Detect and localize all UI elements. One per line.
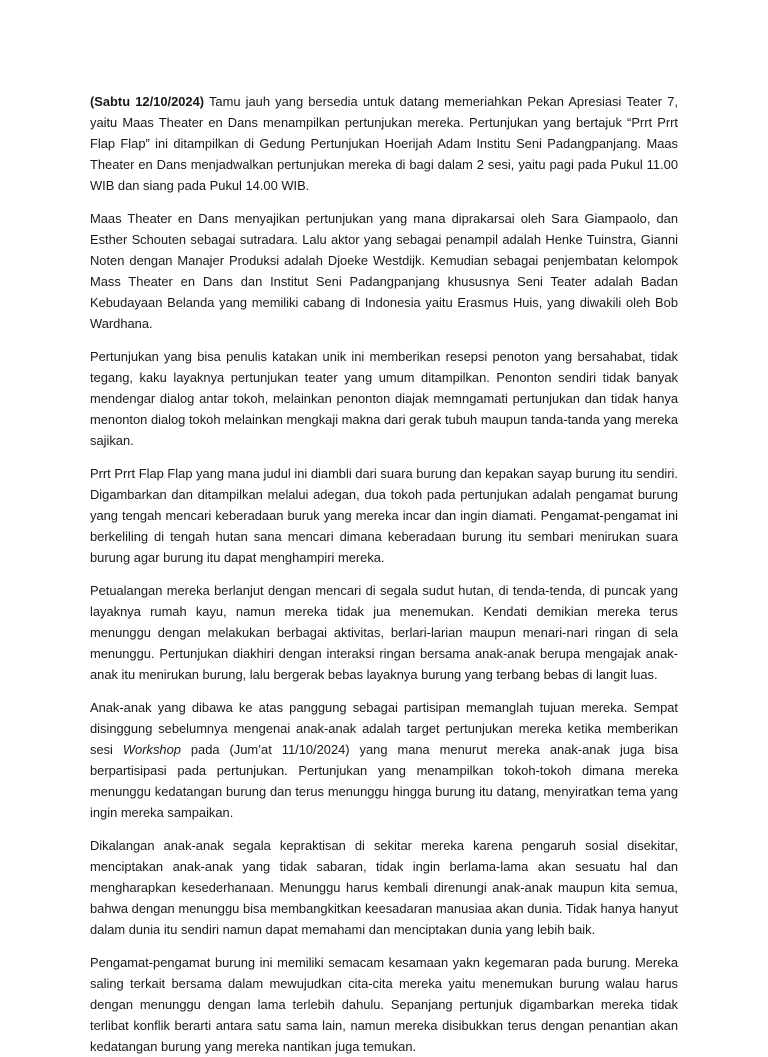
paragraph-5: Petualangan mereka berlanjut dengan mencari di segala sudut hutan, di tenda-tenda, di puncak yang layaknya rumah kayu, namun mereka tidak jua menemukan. Kendati demikian mereka terus menunggu dengan melakukan berbagai aktivitas, berlari-larian maupun menari-nari ringan di sela menunggu. Pertunjukan diakhiri dengan interaksi ringan bersama anak-anak berupa mengajak anak-anak itu menirukan burung, lalu bergerak bebas layaknya burung yang terbang bebas di langit luas. xyxy=(90,583,678,682)
paragraph-7: Dikalangan anak-anak segala kepraktisan di sekitar mereka karena pengaruh sosial disekitar, menciptakan anak-anak yang tidak sabaran, tidak ingin berlama-lama akan sesuatu hal dan mengharapkan kesederhanaan. Menunggu harus kembali direnungi anak-anak maupun kita semua, bahwa dengan menunggu bisa membangkitkan keesadaran manusiaa akan dunia. Tidak hanya hanyut dalam dunia itu sendiri namun dapat memahami dan menciptakan dunia yang lebih baik. xyxy=(90,838,678,937)
article-body xyxy=(90,91,678,1057)
paragraph-6-text-before: Anak-anak yang dibawa ke atas panggung sebagai partisipan memanglah tujuan mereka. Sempat disinggung sebelumnya mengenai anak-anak adalah target pertunjukan mereka ketika memberikan sesi xyxy=(90,700,678,757)
paragraph-3: Pertunjukan yang bisa penulis katakan unik ini memberikan resepsi penoton yang bersahabat, tidak tegang, kaku layaknya pertunjukan teater yang umum ditampilkan. Penonton sendiri tidak banyak mendengar dialog antar tokoh, melainkan penonton diajak memngamati pertunjukan dan tidak hanya menonton dialog tokoh melainkan mengkaji makna dari gerak tubuh maupun tanda-tanda yang mereka sajikan. xyxy=(90,349,678,448)
workshop-term: Workshop xyxy=(122,742,181,757)
paragraph-8: Pengamat-pengamat burung ini memiliki semacam kesamaan yakn kegemaran pada burung. Mereka saling terkait bersama dalam mewujudkan cita-cita mereka yaitu menemukan burung walau harus dengan menunggu dengan lama terlebih dahulu. Sepanjang pertunjuk digambarkan mereka tidak terlibat konflik berarti antara satu sama lain, namun mereka disibukkan terus dengan penantian akan kedatangan burung yang mereka nantikan juga temukan. xyxy=(90,955,678,1054)
dateline: (Sabtu 12/10/2024) xyxy=(90,94,205,109)
paragraph-2: Maas Theater en Dans menyajikan pertunjukan yang mana diprakarsai oleh Sara Giampaolo, dan Esther Schouten sebagai sutradara. Lalu aktor yang sebagai penampil adalah Henke Tuinstra, Gianni Noten dengan Manajer Produksi adalah Djoeke Westdijk. Kemudian sebagai penjembatan kelompok Mass Theater en Dans dan Institut Seni Padangpanjang khususnya Seni Teater adalah Badan Kebudayaan Belanda yang memiliki cabang di Indonesia yaitu Erasmus Huis, yang diwakili oleh Bob Wardhana. xyxy=(90,211,678,331)
paragraph-6-text-after: pada (Jum’at 11/10/2024) yang mana menurut mereka anak-anak juga bisa berpartisipasi pada pertunjukan. Pertunjukan yang menampilkan tokoh-tokoh dimana mereka menunggu kedatangan burung dan terus menunggu hingga burung itu datang, menyiratkan tema yang ingin mereka sampaikan. xyxy=(90,742,678,820)
paragraph-1 xyxy=(90,91,678,196)
paragraph-6 xyxy=(90,697,678,823)
paragraph-1-text: Tamu jauh yang bersedia untuk datang memeriahkan Pekan Apresiasi Teater 7, yaitu Maas Theater en Dans menampilkan pertunjukan mereka. Pertunjukan yang bertajuk “Prrt Prrt Flap Flap” ini ditampilkan di Gedung Pertunjukan Hoerijah Adam Institu Seni Padangpanjang. Maas Theater en Dans menjadwalkan pertunjukan mereka di bagi dalam 2 sesi, yaitu pagi pada Pukul 11.00 WIB dan siang pada Pukul 14.00 WIB. xyxy=(90,94,678,193)
paragraph-4: Prrt Prrt Flap Flap yang mana judul ini diambli dari suara burung dan kepakan sayap burung itu sendiri. Digambarkan dan ditampilkan melalui adegan, dua tokoh pada pertunjukan adalah pengamat burung yang tengah mencari keberadaan buruk yang mereka incar dan ingin diamati. Pengamat-pengamat ini berkeliling di tengah hutan sana mencari dimana keberadaan burung itu sembari menirukan suara burung agar burung itu dapat menghampiri mereka. xyxy=(90,466,678,565)
